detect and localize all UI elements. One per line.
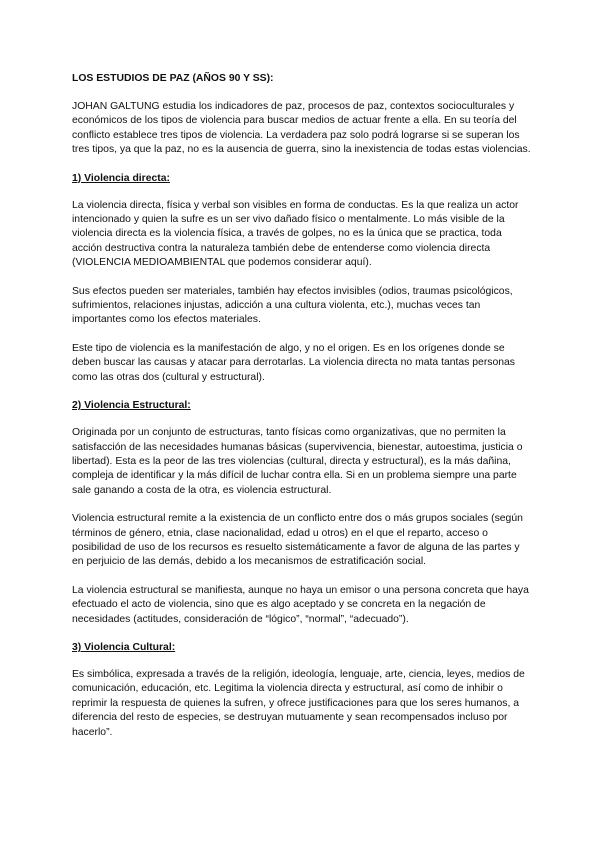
paragraph: Violencia estructural remite a la existencia de un conflicto entre dos o más grupos sociales (según términos de género, etnia, clase nacionalidad, edad u otros) en el que el reparto, acceso o posibilidad de uso de los recursos es resuelto sistemáticamente a favor de alguna de las partes y en perjuicio de las demás, debido a los mecanismos de estratificación social. (72, 513, 523, 568)
section-heading-violencia-cultural: 3) Violencia Cultural: (72, 641, 176, 653)
intro-paragraph: JOHAN GALTUNG estudia los indicadores de paz, procesos de paz, contextos socioculturales y económicos de los tipos de violencia para buscar medios de actuar frente a ella. En su teoría del conflicto establece tres tipos de violencia. La verdadera paz solo podrá lograrse si se superan los tres tipos, ya que la paz, no es la ausencia de guerra, sino la inexistencia de todas estas violencias. (72, 101, 531, 156)
paragraph: Originada por un conjunto de estructuras, tanto físicas como organizativas, que no permiten la satisfacción de las necesidades humanas básicas (supervivencia, bienestar, autoestima, justicia o libertad). Esta es la peor de las tres violencias (cultural, directa y estructural), es la más dañina, compleja de identificar y la más difícil de luchar contra ella. Si en un problema siempre una parte sale ganando a costa de la otra, es violencia estructural. (72, 427, 523, 496)
document-title: LOS ESTUDIOS DE PAZ (AÑOS 90 Y SS): (72, 73, 274, 84)
paragraph: La violencia directa, física y verbal son visibles en forma de conductas. Es la que realiza un actor intencionado y quien la sufre es un ser vivo dañado físico o mentalmente. Lo más visible de la violencia directa es la violencia física, a través de golpes, no es la única que se practica, toda acción destructiva contra la naturaleza también debe de entenderse como violencia directa (VIOLENCIA MEDIOAMBIENTAL que podemos considerar aquí). (72, 199, 519, 269)
paragraph: La violencia estructural se manifiesta, aunque no haya un emisor o una persona concreta que haya efectuado el acto de violencia, sino que es algo aceptado y se concreta en la negación de necesidades (actitudes, consideración de “lógico”, “normal”, “adecuado”). (72, 584, 529, 625)
paragraph: Sus efectos pueden ser materiales, también hay efectos invisibles (odios, traumas psicológicos, sufrimientos, relaciones injustas, adicción a una cultura violenta, etc.), muchas veces tan importantes como los efectos materiales. (72, 285, 513, 326)
section-heading-violencia-estructural: 2) Violencia Estructural: (72, 400, 191, 412)
paragraph: Es simbólica, expresada a través de la religión, ideología, lenguaje, arte, ciencia, leyes, medios de comunicación, educación, etc. Legitima la violencia directa y estructural, así como de inhibir o reprimir la respuesta de quienes la sufren, y ofrece justificaciones para que los seres humanos, a diferencia del resto de especies, se destruyan mutuamente y sean recompensados incluso por hacerlo”. (72, 668, 525, 738)
document-body (72, 72, 534, 754)
section-heading-violencia-directa: 1) Violencia directa: (72, 172, 170, 184)
paragraph: Este tipo de violencia es la manifestación de algo, y no el origen. Es en los orígenes donde se deben buscar las causas y atacar para derrotarlas. La violencia directa no mata tantas personas como las otras dos (cultural y estructural). (72, 342, 516, 383)
